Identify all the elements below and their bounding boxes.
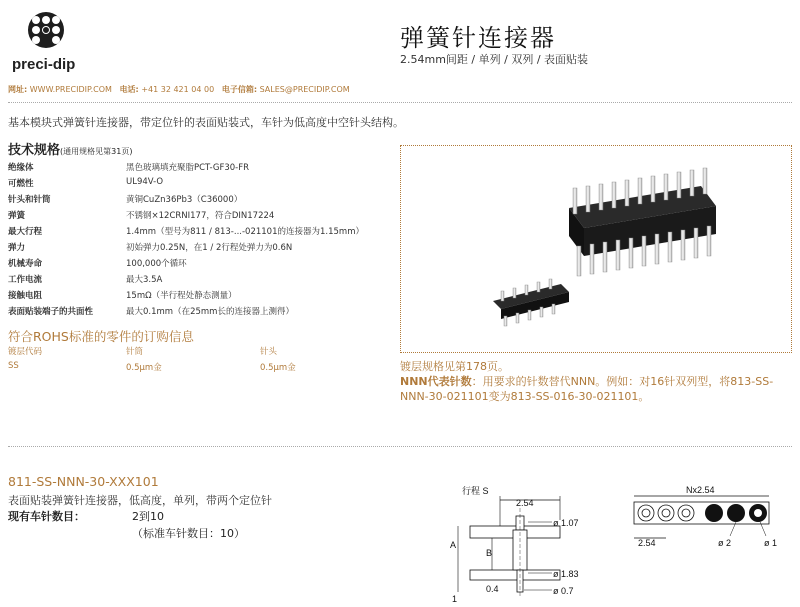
- rohs-cell: SS: [8, 361, 19, 371]
- top-length: Nx2.54: [686, 485, 715, 495]
- spec-value: 最大0.1mm（在25mm长的连接器上测得）: [126, 307, 294, 317]
- dim-d183: ø 1.83: [553, 569, 579, 579]
- double-row-connector: [569, 168, 716, 276]
- top-view-drawing: [624, 482, 794, 552]
- brand-name: preci-dip: [12, 56, 76, 73]
- nnn-note: [400, 374, 792, 404]
- product-photo: [400, 145, 792, 353]
- top-d1: ø 1: [764, 538, 778, 548]
- section-divider: [8, 446, 792, 447]
- rohs-col-barrel: 针筒: [126, 347, 144, 357]
- pins-label: 现有车针数目：: [8, 510, 85, 523]
- spec-value: UL94V-O: [126, 177, 164, 187]
- specs-heading-note: (通用规格见第31页): [60, 147, 133, 156]
- phone-label: 电话:: [119, 85, 139, 94]
- top-d2: ø 2: [718, 538, 732, 548]
- specs-heading-text: 技术规格: [8, 143, 61, 158]
- spec-key: 最大行程: [8, 227, 43, 237]
- spec-value: 黄铜CuZn36Pb3（C36000）: [126, 195, 243, 205]
- connector-illustration: [401, 146, 791, 352]
- rohs-cell: 0.5μm金: [126, 363, 162, 373]
- rohs-cell: 0.5μm金: [260, 363, 296, 373]
- spec-key: 针头和针筒: [8, 195, 51, 205]
- spec-value: 不锈钢×12CRNI177，符合DIN17224: [126, 211, 275, 221]
- pins-standard: （标准车针数目：10）: [132, 527, 245, 540]
- spec-key: 工作电流: [8, 275, 43, 285]
- spec-key: 机械寿命: [8, 259, 43, 269]
- part-description: 表面贴装弹簧针连接器，低高度，单列，带两个定位针: [8, 494, 272, 507]
- spec-key: 弹簧: [8, 211, 26, 221]
- rohs-col-tip: 针头: [260, 347, 278, 357]
- spec-value: 最大3.5A: [126, 275, 163, 285]
- rohs-heading: 符合ROHS标准的零件的订购信息: [8, 329, 194, 344]
- dim-a: A: [450, 540, 457, 550]
- web-link[interactable]: WWW.PRECIDIP.COM: [29, 85, 112, 94]
- nnn-note-text: ：用要求的针数替代NNN。例如：对16针双列型，将813-SS-NNN-30-021101变为813-SS-016-30-021101。: [400, 375, 774, 403]
- spec-value: 15mΩ（半行程处静态测量）: [126, 291, 237, 301]
- pins-value: 2到10: [132, 510, 164, 523]
- specs-heading: [8, 139, 132, 158]
- email-label: 电子信箱:: [221, 85, 258, 94]
- top-pitch: 2.54: [638, 538, 656, 548]
- spec-value: 1.4mm（型号为811 / 813-...-021101的连接器为1.15mm）: [126, 227, 364, 237]
- spec-key: 接触电阻: [8, 291, 43, 301]
- spec-value: 黑色玻璃填充聚脂PCT-GF30-FR: [126, 163, 250, 173]
- dim-b: B: [486, 548, 493, 558]
- web-label: 网址:: [8, 85, 28, 94]
- dim-d107: ø 1.07: [553, 518, 579, 528]
- spec-value: 初始弹力0.25N，在1 / 2行程处弹力为0.6N: [126, 243, 293, 253]
- part-number: 811-SS-NNN-30-XXX101: [8, 474, 159, 489]
- phone-value: +41 32 421 04 00: [141, 85, 215, 94]
- email-link[interactable]: SALES@PRECIDIP.COM: [259, 85, 350, 94]
- nnn-note-bold: NNN代表针数: [400, 375, 472, 388]
- spec-key: 可燃性: [8, 179, 34, 189]
- stroke-label: 行程 S: [462, 486, 489, 496]
- spec-key: 表面贴装端子的共面性: [8, 307, 94, 317]
- page-title: 弹簧针连接器: [400, 24, 556, 52]
- side-pitch: 2.54: [516, 498, 534, 508]
- header-divider: [8, 102, 792, 103]
- rohs-col-code: 镀层代码: [8, 347, 43, 357]
- single-row-connector: [493, 279, 569, 326]
- spec-key: 弹力: [8, 243, 26, 253]
- side-view-drawing: [440, 478, 608, 604]
- spec-value: 100,000个循环: [126, 259, 187, 269]
- dim-d07: ø 0.7: [553, 586, 574, 596]
- dim-04: 0.4: [486, 584, 499, 594]
- brand-logo: [28, 12, 64, 48]
- contact-line: [8, 84, 350, 95]
- intro-text: 基本模块式弹簧针连接器，带定位针的表面贴装式，车针为低高度中空针头结构。: [8, 116, 404, 129]
- page-subtitle: 2.54mm间距 / 单列 / 双列 / 表面贴装: [400, 53, 589, 66]
- dim-1: 1: [452, 594, 458, 604]
- spec-key: 绝缘体: [8, 163, 34, 173]
- plating-note: 镀层规格见第178页。: [400, 360, 509, 373]
